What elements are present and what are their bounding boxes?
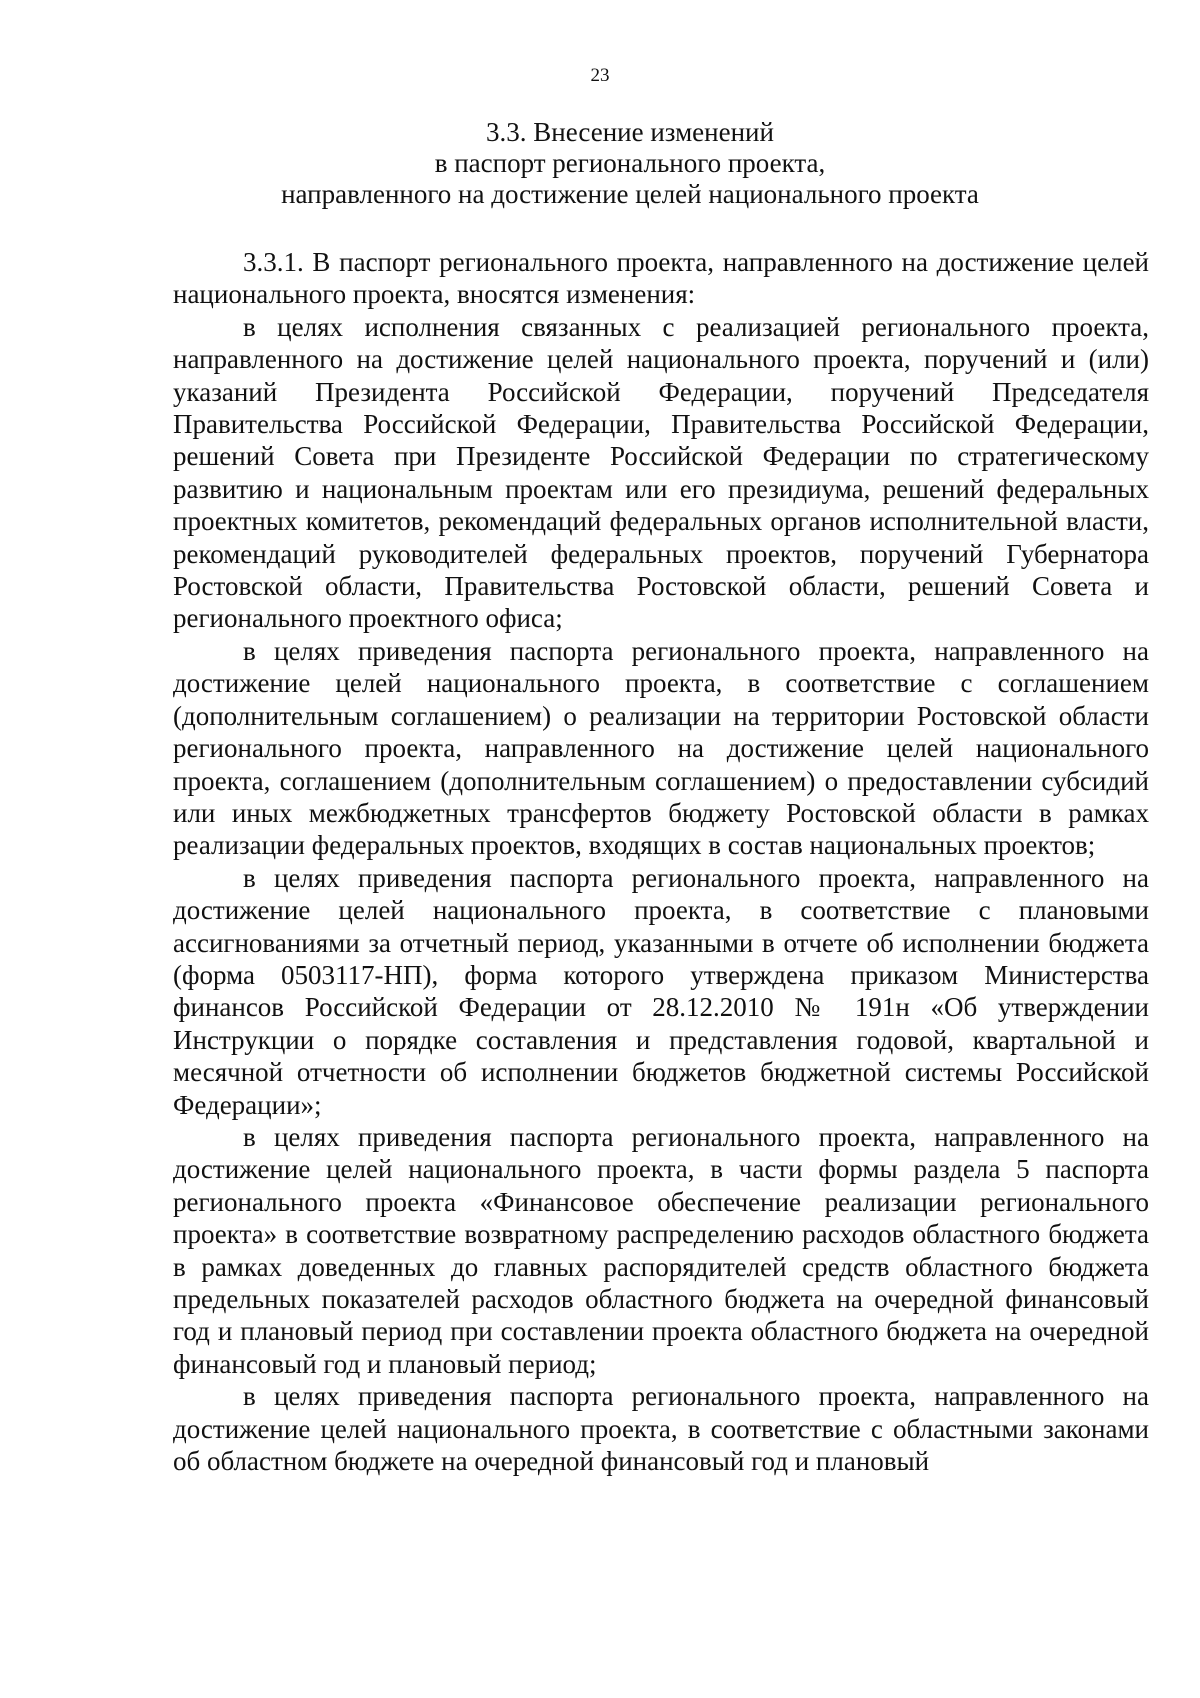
paragraph-budget-allocations: в целях приведения паспорта регионального проекта, направленного на достижение целей национального проекта, в соответствие с плановыми ассигнованиями за отчетный период, указанными в отчете об исполнении бюджета (форма 0503117-НП), форма которого утверждена приказом Министерства финансов Российской Федерации от 28.12.2010 № 191н «Об утверждении Инструкции о порядке составления и представления годовой, квартальной и месячной отчетности об исполнении бюджетов бюджетной системы Российской Федерации»; (173, 862, 1149, 1120)
paragraph-instructions-execution: в целях исполнения связанных с реализацией регионального проекта, направленного на достижение целей национального проекта, поручений и (или) указаний Президента Российской Федерации, поручений Председателя Правительства Российской Федерации, Правительства Российской Федерации, решений Совета при Президенте Российской Федерации по стратегическому развитию и национальным проектам или его президиума, решений федеральных проектных комитетов, рекомендаций федеральных органов исполнительной власти, рекомендаций руководителей федеральных проектов, поручений Губернатора Ростовской области, Правительства Ростовской области, решений Совета и регионального проектного офиса; (173, 311, 1149, 634)
section-heading-line-3: направленного на достижение целей национального проекта (281, 179, 979, 209)
page-number: 23 (590, 65, 610, 86)
paragraph-regional-laws: в целях приведения паспорта регионального проекта, направленного на достижение целей национального проекта, в соответствие с областными законами об областном бюджете на очередной финансовый год и плановый (173, 1381, 1149, 1477)
paragraph-3-3-1-intro: 3.3.1. В паспорт регионального проекта, направленного на достижение целей национального проекта, вносятся изменения: (173, 247, 1149, 310)
paragraph-financial-section: в целях приведения паспорта регионального проекта, направленного на достижение целей национального проекта, в части формы раздела 5 паспорта регионального проекта «Финансовое обеспечение реализации регионального проекта» в соответствие возвратному распределению расходов областного бюджета в рамках доведенных до главных распорядителей средств областного бюджета предельных показателей расходов областного бюджета на очередной финансовый год и плановый период при составлении проекта областного бюджета на очередной финансовый год и плановый период; (173, 1121, 1149, 1379)
paragraph-agreement-alignment: в целях приведения паспорта регионального проекта, направленного на достижение целей национального проекта, в соответствие с соглашением (дополнительным соглашением) о реализации на территории Ростовской области регионального проекта, направленного на достижение целей национального проекта, соглашением (дополнительным соглашением) о предоставлении субсидий или иных межбюджетных трансфертов бюджету Ростовской области в рамках реализации федеральных проектов, входящих в состав национальных проектов; (173, 635, 1149, 861)
document-body (173, 246, 1149, 1477)
section-heading-line-1: 3.3. Внесение изменений (486, 117, 774, 147)
section-heading (200, 117, 1060, 210)
section-heading-line-2: в паспорт регионального проекта, (434, 148, 826, 178)
